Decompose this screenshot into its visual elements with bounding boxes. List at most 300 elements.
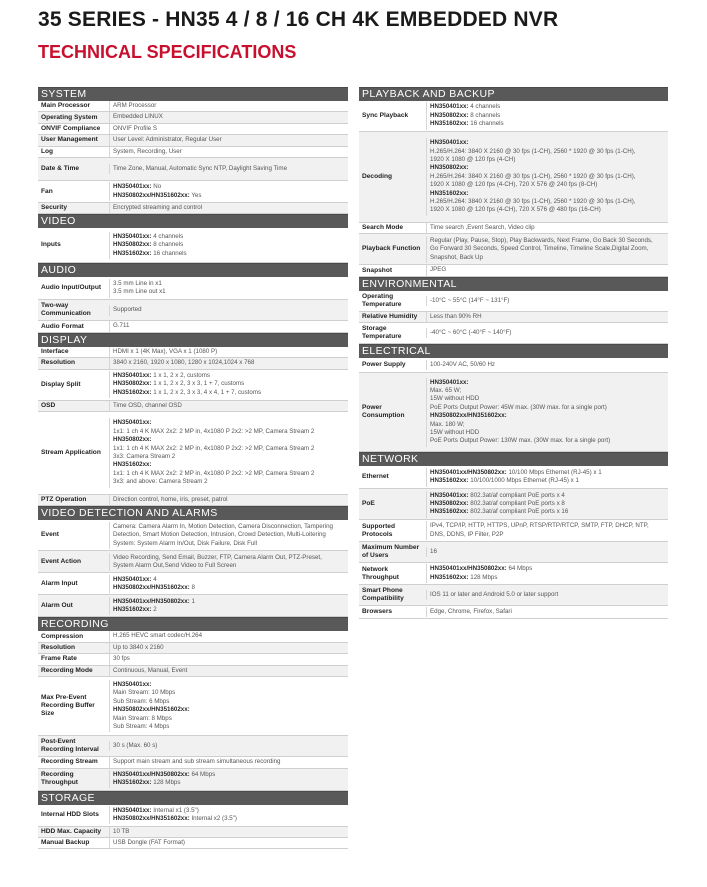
spec-text: Internal x2 (3.5")	[189, 815, 237, 822]
spec-row	[38, 757, 348, 768]
spec-text: Time Zone, Manual, Automatic Sync NTP, Daylight Saving Time	[113, 164, 288, 172]
spec-row	[359, 563, 668, 585]
spec-label: Decoding	[362, 173, 393, 180]
spec-value-line	[430, 148, 666, 156]
spec-value	[426, 138, 668, 216]
spec-value	[109, 575, 348, 594]
spec-value-line	[430, 198, 666, 206]
section-header: RECORDING	[38, 617, 348, 631]
spec-row	[38, 228, 348, 263]
spec-text: 3.5 mm Line in x1	[113, 280, 162, 288]
spec-text: 1x1: 1 ch 4 K MAX 2x2: 2 MP in, 4x1080 P 2x2: >2 MP, Camera Stream 2	[113, 469, 315, 477]
spec-value	[426, 564, 668, 583]
spec-value-line	[113, 606, 346, 614]
spec-row	[38, 595, 348, 617]
spec-value	[109, 101, 348, 111]
spec-text: 128 Mbps	[468, 573, 498, 581]
spec-text: H.265 HEVC smart codec/H.264	[113, 632, 203, 640]
spec-text: 1 x 1, 2 x 2, 3 x 3, 4 x 4, 1 + 7, customs	[151, 388, 262, 396]
spec-value-line	[113, 771, 346, 779]
spec-value-line	[430, 421, 666, 429]
spec-label: Playback Function	[362, 245, 421, 253]
spec-text: 2	[151, 605, 157, 613]
spec-value-line	[430, 164, 666, 172]
spec-section	[38, 214, 348, 263]
spec-text: 15W without HDD	[430, 429, 480, 437]
spec-value	[426, 491, 668, 518]
spec-text: Less than 90% RH	[430, 312, 482, 320]
spec-value-line	[113, 402, 346, 410]
spec-value-line	[430, 224, 666, 232]
spec-row	[38, 827, 348, 838]
spec-text: 1x1: 1 ch 4 K MAX 2x2: 2 MP in, 4x1080 P 2x2: >2 MP, Camera Stream 2	[113, 444, 315, 452]
spec-text: 8	[189, 583, 195, 591]
spec-label: Relative Humidity	[362, 313, 418, 321]
spec-value	[109, 838, 348, 848]
spec-label: OSD	[41, 401, 56, 409]
spec-label: Date & Time	[41, 165, 79, 173]
spec-value-line	[430, 329, 666, 337]
spec-row	[38, 203, 348, 214]
spec-text: System, Recording, User	[113, 147, 182, 155]
spec-section	[38, 791, 348, 850]
spec-value-line	[113, 644, 346, 652]
spec-label: Smart Phone Compatibility	[362, 587, 404, 603]
model-prefix: HN351602xx:	[430, 189, 469, 197]
spec-value-line	[113, 322, 346, 330]
spec-text: Go Forward 30 Seconds, Speed Control, Timeline, Timeline Scale,Digital Zoom,	[430, 245, 649, 253]
section-header: ENVIRONMENTAL	[359, 277, 668, 291]
section-rows	[359, 101, 668, 277]
spec-label: Supported Protocols	[362, 522, 395, 538]
spec-value-line	[430, 574, 666, 582]
spec-value-line	[430, 522, 666, 530]
spec-text: Max. 180 W;	[430, 420, 465, 428]
model-prefix: HN350802xx:	[430, 500, 469, 508]
spec-label: Resolution	[41, 359, 76, 367]
model-prefix: HN351602xx:	[430, 508, 469, 516]
spec-value-line	[113, 113, 346, 121]
model-prefix: HN350401xx:	[113, 575, 152, 583]
spec-value	[109, 182, 348, 201]
spec-text: 3x3: and above: Camera Stream 2	[113, 478, 208, 486]
spec-label: Storage Temperature	[362, 325, 402, 341]
spec-text: Detection, Smart Motion Detection, Intrusion, Crowd Detection, Multi-Loitering	[113, 531, 326, 539]
spec-text: 1x1: 1 ch 4 K MAX 2x2: 2 MP in, 4x1080 P 2x2: >2 MP, Camera Stream 2	[113, 427, 315, 435]
spec-row	[38, 412, 348, 495]
spec-label: Compression	[41, 632, 84, 640]
spec-row	[359, 101, 668, 132]
spec-row	[359, 132, 668, 223]
spec-value-line	[430, 429, 666, 437]
spec-row	[359, 234, 668, 265]
spec-value-line	[430, 437, 666, 445]
spec-section	[359, 452, 668, 619]
model-prefix: HN350802xx/HN351602xx:	[113, 191, 190, 199]
spec-text: Internal x1 (3.5")	[151, 806, 199, 814]
spec-label: Event	[41, 531, 59, 539]
model-prefix: HN350401xx/HN350802xx:	[113, 597, 190, 605]
model-prefix: HN351602xx:	[430, 573, 469, 581]
section-rows	[359, 358, 668, 452]
spec-label: Browsers	[362, 608, 393, 616]
spec-label: Audio Format	[41, 322, 84, 330]
spec-row	[38, 124, 348, 135]
spec-row	[38, 158, 348, 181]
spec-value	[109, 147, 348, 157]
spec-value-line	[113, 136, 346, 144]
spec-value-line	[430, 591, 666, 599]
spec-text: 128 Mbps	[151, 779, 181, 786]
spec-value	[109, 643, 348, 653]
model-prefix: HN350401xx/HN350802xx:	[113, 770, 190, 778]
spec-row	[38, 181, 348, 203]
spec-row	[38, 112, 348, 123]
spec-row	[359, 223, 668, 234]
spec-value-line	[113, 584, 346, 592]
model-prefix: HN350401xx/HN350802xx:	[430, 565, 507, 573]
spec-value	[109, 827, 348, 837]
spec-value	[426, 360, 668, 370]
section-rows	[38, 347, 348, 507]
spec-row	[38, 654, 348, 665]
spec-row	[38, 358, 348, 369]
spec-value-line	[430, 508, 666, 516]
spec-value	[426, 265, 668, 275]
spec-value	[426, 547, 668, 557]
spec-section	[38, 506, 348, 617]
spec-text: Up to 3840 x 2160	[113, 643, 164, 651]
spec-value-line	[430, 173, 666, 181]
spec-value	[109, 371, 348, 398]
spec-value-line	[113, 655, 346, 663]
spec-text: 64 Mbps	[189, 770, 216, 778]
spec-row	[38, 805, 348, 827]
model-prefix: HN350401xx:	[430, 139, 469, 147]
spec-text: 3x3: Camera Stream 2	[113, 453, 176, 461]
spec-value-line	[430, 379, 666, 387]
spec-value	[109, 321, 348, 331]
spec-text: 1920 X 1080 @ 120 fps (4-CH), 720 X 576 @ 240 fps (8-CH)	[430, 181, 598, 189]
spec-value-line	[113, 667, 346, 675]
spec-row	[359, 520, 668, 542]
spec-label: Stream Application	[41, 449, 101, 457]
spec-text: 1	[189, 597, 195, 605]
spec-value	[109, 203, 348, 213]
spec-row	[359, 312, 668, 323]
spec-text: 64 Mbps	[506, 565, 533, 573]
spec-value	[109, 522, 348, 549]
spec-row	[359, 489, 668, 520]
section-header: VIDEO DETECTION AND ALARMS	[38, 506, 348, 520]
model-prefix: HN351602xx:	[113, 388, 152, 396]
spec-value-line	[113, 807, 346, 815]
spec-row	[359, 373, 668, 452]
spec-value-line	[113, 478, 346, 486]
spec-value-line	[113, 706, 346, 714]
model-prefix: HN350802xx:	[113, 241, 152, 249]
spec-label: Sync Playback	[362, 112, 409, 119]
section-rows	[359, 466, 668, 619]
spec-row	[38, 736, 348, 757]
spec-label: Operating System	[41, 113, 98, 121]
spec-value	[426, 607, 668, 617]
section-rows	[38, 631, 348, 790]
spec-label: Alarm Out	[41, 601, 73, 609]
spec-value-line	[113, 419, 346, 427]
spec-section	[38, 263, 348, 332]
spec-section	[359, 344, 668, 452]
spec-value	[426, 296, 668, 306]
spec-value-line	[113, 562, 346, 570]
spec-text: IPv4, TCP/IP, HTTP, HTTPS, UPnP, RTSP/RTP/RTCP, SMTP, FTP, DHCP, NTP,	[430, 522, 649, 530]
spec-value	[109, 418, 348, 487]
spec-value	[426, 312, 668, 322]
section-rows	[38, 228, 348, 263]
section-header: AUDIO	[38, 263, 348, 277]
spec-text: Snapshot, Back Up	[430, 253, 483, 261]
model-prefix: HN350401xx:	[113, 806, 152, 814]
spec-row	[38, 677, 348, 736]
spec-label: Recording Stream	[41, 758, 98, 766]
spec-label: Inputs	[41, 241, 61, 249]
spec-label: HDD Max. Capacity	[41, 827, 102, 835]
spec-value-line	[430, 206, 666, 214]
spec-value-line	[430, 387, 666, 395]
spec-row	[38, 631, 348, 642]
spec-label: Manual Backup	[41, 839, 90, 847]
spec-label: Main Processor	[41, 102, 91, 110]
spec-text: Embedded LINUX	[113, 113, 163, 121]
section-header: STORAGE	[38, 791, 348, 805]
spec-row	[359, 323, 668, 344]
spec-value	[426, 236, 668, 263]
spec-label: Internal HDD Slots	[41, 811, 99, 818]
spec-text: DNS, DDNS, IP Filter, P2P	[430, 530, 504, 538]
spec-text: 10/100/1000 Mbps Ethernet (RJ-45) x 1	[468, 477, 579, 485]
spec-value-line	[113, 102, 346, 110]
spec-label: Power Supply	[362, 361, 406, 369]
spec-section	[38, 617, 348, 790]
spec-text: Supported	[113, 306, 142, 314]
spec-text: JPEG	[430, 266, 447, 274]
spec-text: Yes	[189, 191, 202, 199]
spec-value	[426, 468, 668, 487]
spec-label: Alarm Input	[41, 579, 78, 587]
spec-text: 802.3at/af compliant PoE ports x 4	[468, 491, 565, 499]
spec-text: Time OSD, channel OSD	[113, 401, 182, 409]
spec-text: G.711	[113, 322, 130, 330]
section-rows	[38, 805, 348, 850]
spec-text: 1 x 1, 2 x 2, 3 x 3, 1 + 7, customs	[151, 380, 245, 388]
spec-label: Network Throughput	[362, 565, 399, 581]
model-prefix: HN350401xx:	[430, 491, 469, 499]
spec-row	[38, 551, 348, 573]
spec-value-line	[113, 183, 346, 191]
spec-value-line	[113, 306, 346, 314]
spec-value-line	[430, 297, 666, 305]
spec-value-line	[113, 839, 346, 847]
spec-label: Operating Temperature	[362, 292, 402, 308]
spec-value	[109, 770, 348, 789]
spec-value	[109, 680, 348, 732]
model-prefix: HN350802xx/HN351602xx:	[430, 412, 507, 420]
spec-label: User Management	[41, 136, 98, 144]
spec-value-line	[430, 548, 666, 556]
left-spec-column	[38, 87, 348, 849]
spec-value-line	[113, 496, 346, 504]
spec-value-line	[113, 779, 346, 787]
spec-value-line	[113, 523, 346, 531]
spec-value-line	[113, 192, 346, 200]
spec-value-line	[113, 428, 346, 436]
spec-value	[109, 757, 348, 767]
spec-label: Fan	[41, 187, 53, 195]
spec-text: No	[151, 183, 162, 191]
model-prefix: HN350401xx:	[430, 378, 469, 386]
spec-value-line	[430, 500, 666, 508]
spec-label: Max Pre-Event Recording Buffer Size	[41, 694, 95, 718]
spec-value-line	[113, 288, 346, 296]
spec-value-line	[430, 139, 666, 147]
spec-text: 3.5 mm Line out x1	[113, 288, 166, 296]
spec-text: System Alarm Out,Send Video to Full Screen	[113, 561, 237, 569]
spec-text: PoE Ports Output Power: 130W max. (30W max. for a single port)	[430, 437, 611, 445]
spec-text: ARM Processor	[113, 102, 157, 109]
spec-value-line	[113, 461, 346, 469]
spec-text: -10°C ~ 55°C (14°F ~ 131°F)	[430, 296, 510, 304]
spec-value-line	[430, 237, 666, 245]
spec-value-line	[430, 112, 666, 120]
spec-row	[359, 291, 668, 312]
spec-value-line	[430, 313, 666, 321]
spec-value-line	[430, 266, 666, 274]
spec-value-line	[430, 245, 666, 253]
model-prefix: HN350802xx:	[113, 380, 152, 388]
spec-text: Sub Stream: 6 Mbps	[113, 697, 170, 705]
spec-row	[38, 147, 348, 158]
spec-value-line	[113, 348, 346, 356]
spec-value	[426, 102, 668, 129]
spec-value	[426, 521, 668, 540]
spec-value-line	[113, 689, 346, 697]
spec-row	[38, 838, 348, 849]
spec-text: 10/100 Mbps Ethernet (RJ-45) x 1	[506, 468, 602, 476]
spec-value	[109, 553, 348, 572]
spec-value-line	[113, 445, 346, 453]
spec-value-line	[113, 125, 346, 133]
spec-value-line	[113, 436, 346, 444]
spec-text: IOS 11 or later and Android 5.0 or later support	[430, 591, 559, 599]
spec-row	[359, 265, 668, 276]
spec-row	[359, 358, 668, 373]
spec-value-line	[430, 120, 666, 128]
spec-value-line	[113, 241, 346, 249]
spec-text: H.265/H.264: 3840 X 2160 @ 30 fps (1-CH), 2560 * 1920 @ 30 fps (1-CH),	[430, 172, 636, 180]
spec-text: Encrypted streaming and control	[113, 204, 203, 212]
section-header: NETWORK	[359, 452, 668, 466]
spec-value-line	[113, 576, 346, 584]
section-rows	[359, 291, 668, 344]
spec-label: PTZ Operation	[41, 496, 87, 504]
spec-text: 802.3at/af compliant PoE ports x 8	[468, 500, 565, 508]
spec-label: Maximum Number of Users	[362, 544, 420, 560]
spec-text: 4 channels	[151, 232, 184, 240]
spec-value-line	[113, 681, 346, 689]
spec-value	[426, 328, 668, 338]
spec-value-line	[113, 828, 346, 836]
spec-value-line	[430, 190, 666, 198]
spec-row	[38, 277, 348, 300]
spec-text: HDMI x 1 (4K Max), VGA x 1 (1080 P)	[113, 347, 218, 355]
spec-value-line	[113, 632, 346, 640]
spec-row	[359, 466, 668, 489]
section-rows	[38, 277, 348, 332]
spec-label: Search Mode	[362, 224, 404, 232]
spec-text: 15W without HDD	[430, 395, 480, 403]
right-spec-column	[359, 87, 668, 619]
spec-row	[359, 606, 668, 619]
spec-value-line	[113, 233, 346, 241]
model-prefix: HN350401xx:	[113, 680, 152, 688]
spec-value-line	[430, 404, 666, 412]
spec-row	[38, 401, 348, 412]
spec-text: -40°C ~ 60°C (-40°F ~ 140°F)	[430, 329, 512, 337]
spec-label: Recording Throughput	[41, 771, 78, 786]
section-rows	[38, 101, 348, 214]
spec-section	[359, 87, 668, 277]
model-prefix: HN350802xx/HN351602xx:	[113, 706, 190, 714]
spec-label: Frame Rate	[41, 655, 77, 663]
spec-value-line	[113, 359, 346, 367]
spec-value	[109, 401, 348, 411]
spec-text: Main Stream: 8 Mbps	[113, 714, 172, 722]
model-prefix: HN350401xx:	[113, 372, 152, 380]
section-header: SYSTEM	[38, 87, 348, 101]
spec-value-line	[113, 372, 346, 380]
spec-row	[38, 135, 348, 146]
spec-text: Continuous, Manual, Event	[113, 666, 188, 674]
spec-row	[38, 300, 348, 321]
spec-value-line	[113, 723, 346, 731]
spec-value	[109, 305, 348, 315]
spec-text: PoE Ports Output Power: 45W max. (30W max. for a single port)	[430, 403, 607, 411]
spec-value-line	[113, 742, 346, 750]
spec-text: Edge, Chrome, Firefox, Safari	[430, 608, 512, 616]
spec-value-line	[113, 380, 346, 388]
spec-label: Interface	[41, 348, 69, 356]
spec-value	[426, 223, 668, 233]
spec-text: ONVIF Profile S	[113, 124, 158, 132]
spec-value-line	[113, 540, 346, 548]
spec-text: System: System Alarm In/Out, Disk Failure, Disk Full	[113, 539, 258, 547]
spec-value	[109, 666, 348, 676]
spec-text: 16 channels	[151, 249, 187, 257]
model-prefix: HN350802xx/HN351602xx:	[113, 815, 190, 822]
model-prefix: HN350401xx:	[113, 232, 152, 240]
spec-value	[109, 806, 348, 825]
model-prefix: HN350401xx:	[113, 419, 152, 427]
spec-value	[109, 347, 348, 357]
spec-value	[109, 135, 348, 145]
spec-text: Regular (Play, Pause, Stop), Play Backwards, Next Frame, Go Back 30 Seconds,	[430, 236, 653, 244]
spec-section	[359, 277, 668, 344]
spec-text: Time search ,Event Search, Video clip	[430, 224, 535, 231]
spec-value	[426, 590, 668, 600]
spec-row	[38, 101, 348, 112]
spec-row	[38, 321, 348, 332]
spec-text: 8 channels	[468, 111, 501, 119]
